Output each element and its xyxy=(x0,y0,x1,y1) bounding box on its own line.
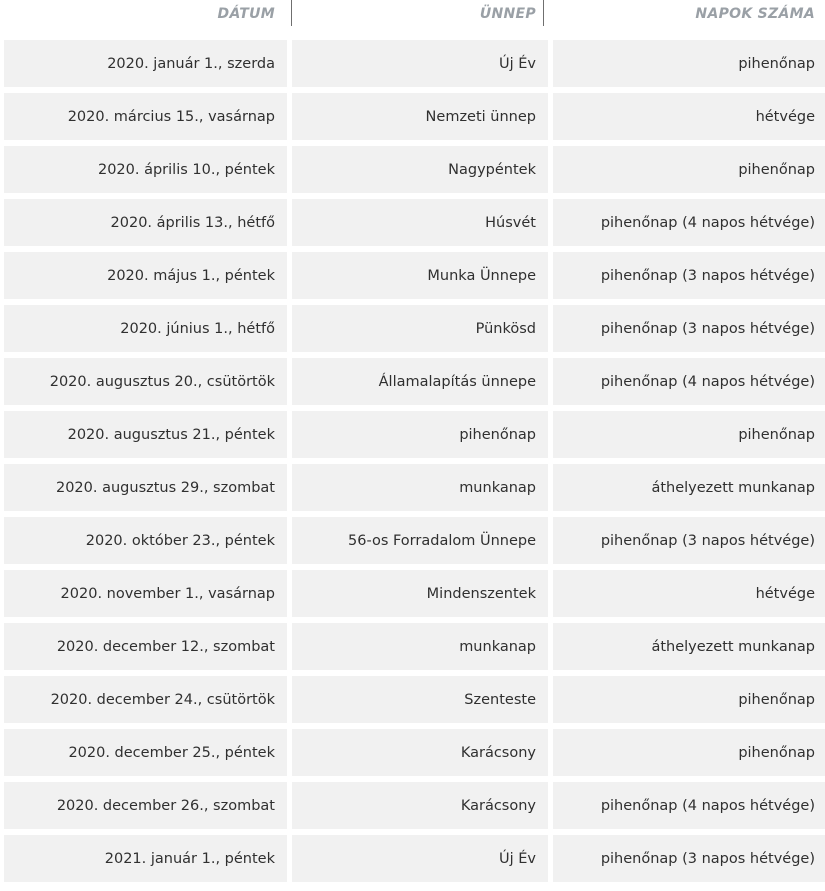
cell-date: 2020. augusztus 20., csütörtök xyxy=(4,358,287,405)
cell-date: 2020. október 23., péntek xyxy=(4,517,287,564)
cell-day-type: pihenőnap (3 napos hétvége) xyxy=(553,517,825,564)
cell-date: 2021. január 1., péntek xyxy=(4,835,287,882)
cell-day-type: pihenőnap xyxy=(553,729,825,776)
header-divider xyxy=(543,0,544,26)
cell-date: 2020. december 24., csütörtök xyxy=(4,676,287,723)
cell-holiday: Államalapítás ünnepe xyxy=(292,358,548,405)
table-body xyxy=(0,40,825,888)
cell-holiday: Pünkösd xyxy=(292,305,548,352)
cell-date: 2020. december 25., péntek xyxy=(4,729,287,776)
cell-day-type: pihenőnap xyxy=(553,411,825,458)
table-row xyxy=(0,305,825,358)
cell-day-type: pihenőnap (4 napos hétvége) xyxy=(553,782,825,829)
cell-date: 2020. január 1., szerda xyxy=(4,40,287,87)
cell-date: 2020. április 10., péntek xyxy=(4,146,287,193)
cell-day-type: hétvége xyxy=(553,93,825,140)
header-unnep: ÜNNEP xyxy=(479,6,536,22)
table-row xyxy=(0,199,825,252)
cell-day-type: hétvége xyxy=(553,570,825,617)
cell-holiday: munkanap xyxy=(292,464,548,511)
table-row xyxy=(0,782,825,835)
header-datum: DÁTUM xyxy=(217,6,275,22)
cell-holiday: Szenteste xyxy=(292,676,548,723)
table-header xyxy=(0,0,825,36)
cell-holiday: Nagypéntek xyxy=(292,146,548,193)
cell-date: 2020. március 15., vasárnap xyxy=(4,93,287,140)
table-row xyxy=(0,411,825,464)
cell-holiday: Karácsony xyxy=(292,729,548,776)
cell-holiday: pihenőnap xyxy=(292,411,548,458)
cell-day-type: áthelyezett munkanap xyxy=(553,464,825,511)
cell-date: 2020. április 13., hétfő xyxy=(4,199,287,246)
table-row xyxy=(0,146,825,199)
cell-day-type: pihenőnap (3 napos hétvége) xyxy=(553,305,825,352)
cell-date: 2020. május 1., péntek xyxy=(4,252,287,299)
table-row xyxy=(0,93,825,146)
cell-date: 2020. augusztus 21., péntek xyxy=(4,411,287,458)
cell-holiday: munkanap xyxy=(292,623,548,670)
cell-day-type: pihenőnap xyxy=(553,40,825,87)
header-divider xyxy=(291,0,292,26)
cell-holiday: Munka Ünnepe xyxy=(292,252,548,299)
cell-date: 2020. december 26., szombat xyxy=(4,782,287,829)
cell-day-type: pihenőnap xyxy=(553,676,825,723)
cell-date: 2020. december 12., szombat xyxy=(4,623,287,670)
cell-holiday: Karácsony xyxy=(292,782,548,829)
cell-date: 2020. november 1., vasárnap xyxy=(4,570,287,617)
table-row xyxy=(0,252,825,305)
cell-day-type: pihenőnap (4 napos hétvége) xyxy=(553,199,825,246)
cell-holiday: Új Év xyxy=(292,40,548,87)
cell-holiday: Új Év xyxy=(292,835,548,882)
cell-holiday: 56-os Forradalom Ünnepe xyxy=(292,517,548,564)
cell-date: 2020. június 1., hétfő xyxy=(4,305,287,352)
table-row xyxy=(0,729,825,782)
table-row xyxy=(0,623,825,676)
table-row xyxy=(0,358,825,411)
cell-day-type: pihenőnap (3 napos hétvége) xyxy=(553,252,825,299)
cell-holiday: Mindenszentek xyxy=(292,570,548,617)
cell-holiday: Húsvét xyxy=(292,199,548,246)
table-row xyxy=(0,464,825,517)
table-row xyxy=(0,517,825,570)
cell-date: 2020. augusztus 29., szombat xyxy=(4,464,287,511)
table-row xyxy=(0,676,825,729)
cell-day-type: áthelyezett munkanap xyxy=(553,623,825,670)
cell-day-type: pihenőnap (4 napos hétvége) xyxy=(553,358,825,405)
table-row xyxy=(0,40,825,93)
cell-day-type: pihenőnap (3 napos hétvége) xyxy=(553,835,825,882)
header-napok-szama: NAPOK SZÁMA xyxy=(695,6,815,22)
cell-day-type: pihenőnap xyxy=(553,146,825,193)
table-row xyxy=(0,835,825,888)
table-row xyxy=(0,570,825,623)
cell-holiday: Nemzeti ünnep xyxy=(292,93,548,140)
